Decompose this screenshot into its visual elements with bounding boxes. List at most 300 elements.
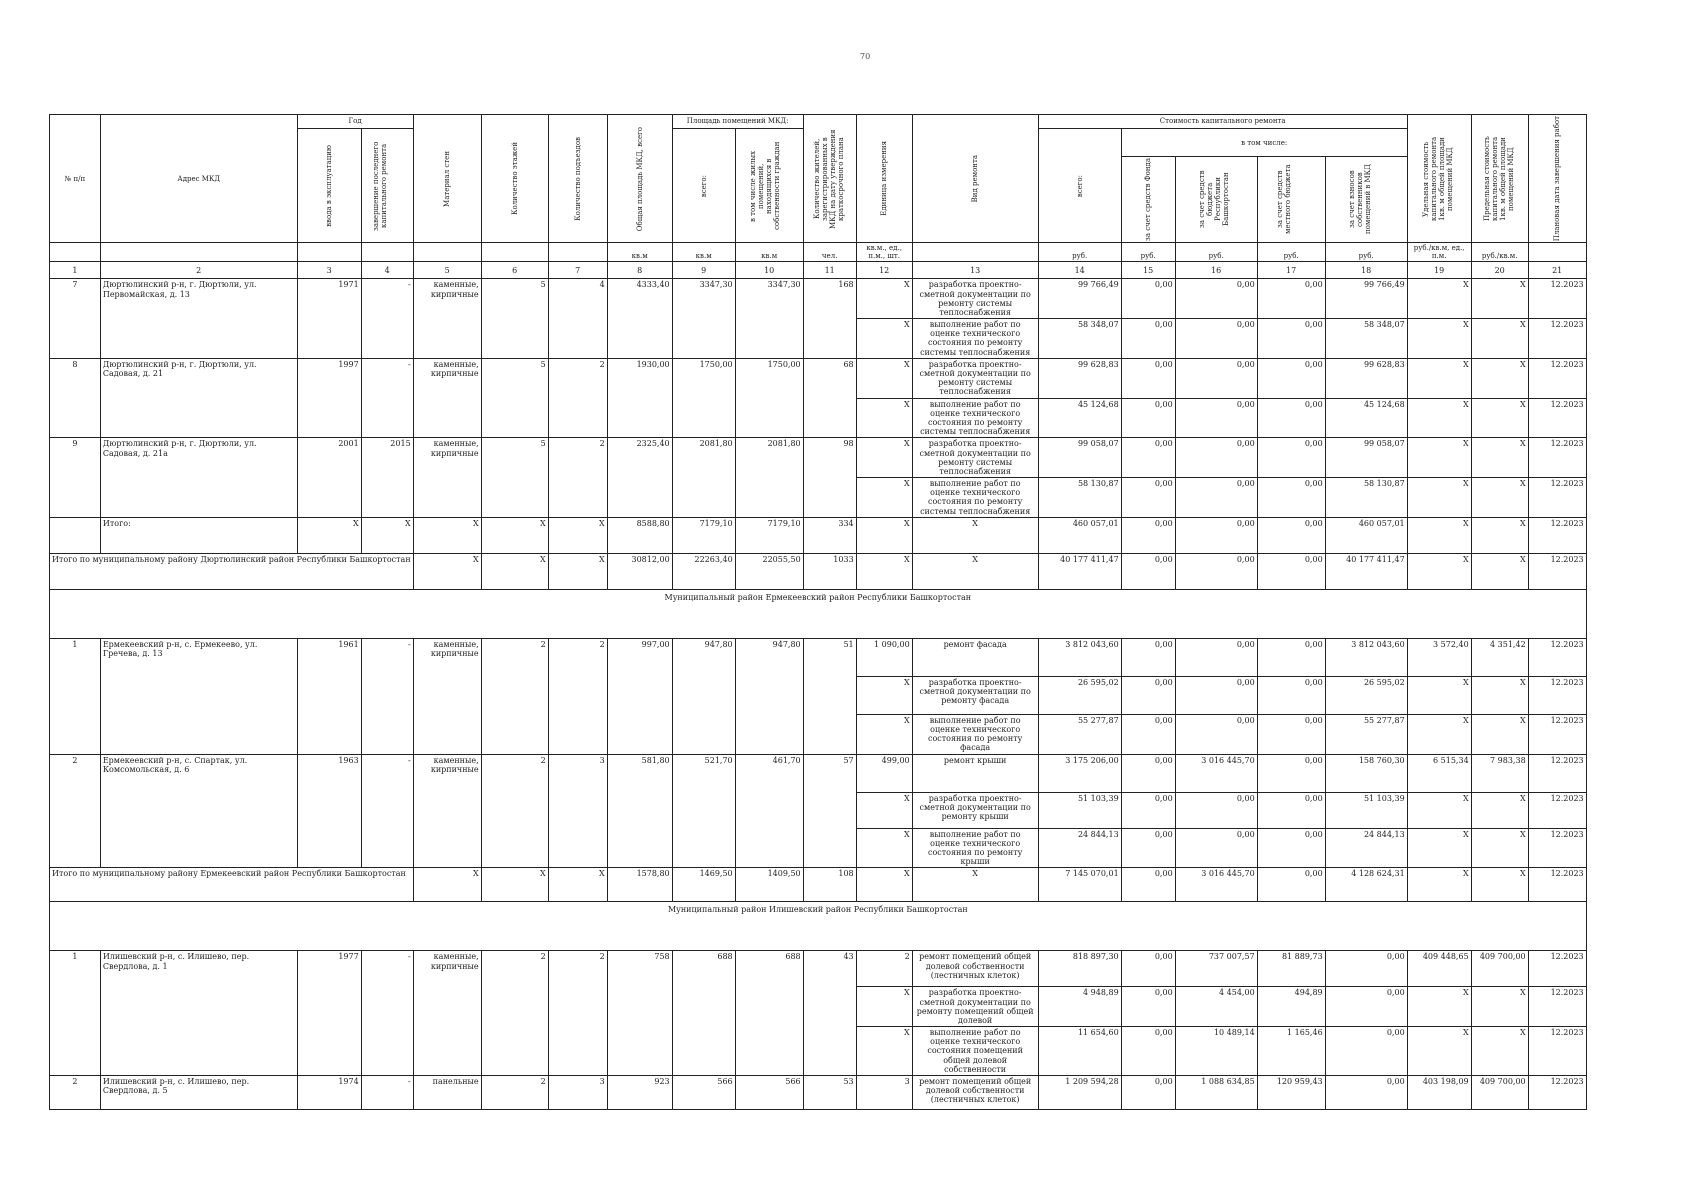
table-cell: 1 [50, 638, 101, 754]
table-cell: 4 454,00 [1175, 987, 1257, 1027]
table-cell: 12.2023 [1528, 792, 1586, 828]
table-cell: X [856, 517, 912, 553]
table-cell: Дюртюлинский р-н, г. Дюртюли, ул. Садовая, д. 21а [100, 438, 297, 518]
table-cell: X [481, 517, 548, 553]
table-cell: разработка проектно-сметной документации по ремонту системы теплоснабжения [912, 438, 1038, 478]
table-cell: 3 016 445,70 [1175, 754, 1257, 792]
table-row [50, 638, 1587, 676]
table-cell: X [548, 553, 607, 589]
table-cell: X [856, 478, 912, 518]
table-cell: Илишевский р-н, с. Илишево, пер. Свердлова, д. 1 [100, 951, 297, 1076]
table-cell: 494,89 [1257, 987, 1325, 1027]
table-cell: 24 844,13 [1038, 828, 1121, 868]
table-cell: 1 088 634,85 [1175, 1076, 1257, 1110]
table-cell: 0,00 [1325, 1076, 1407, 1110]
header-wall-material: Материал стен [413, 115, 481, 243]
table-cell: 24 844,13 [1325, 828, 1407, 868]
table-cell: 12.2023 [1528, 868, 1586, 902]
table-cell [548, 243, 607, 262]
table-cell: X [1407, 319, 1471, 359]
table-cell: 0,00 [1325, 987, 1407, 1027]
table-cell: 0,00 [1257, 438, 1325, 478]
table-cell: 7179,10 [735, 517, 803, 553]
table-cell: 12.2023 [1528, 319, 1586, 359]
table-cell: Итого по муниципальному району Дюртюлинский район Республики Башкортостан [50, 553, 414, 589]
table-cell: X [856, 676, 912, 714]
table-cell: каменные, кирпичные [413, 951, 481, 1076]
column-number-16: 16 [1175, 262, 1257, 279]
table-cell: 4 128 624,31 [1325, 868, 1407, 902]
column-number-6: 6 [481, 262, 548, 279]
table-cell: 99 628,83 [1325, 358, 1407, 398]
table-cell: 0,00 [1121, 828, 1175, 868]
table-cell: 0,00 [1175, 638, 1257, 676]
unit-9: кв.м [672, 243, 735, 262]
table-cell: 0,00 [1257, 676, 1325, 714]
table-cell: 0,00 [1175, 358, 1257, 398]
table-cell: 688 [735, 951, 803, 1076]
table-cell: 2 [481, 638, 548, 754]
table-cell: 5 [481, 438, 548, 518]
table-cell: 923 [607, 1076, 672, 1110]
table-cell: X [856, 1027, 912, 1076]
table-cell: 0,00 [1121, 792, 1175, 828]
table-cell: 1750,00 [672, 358, 735, 438]
table-cell: 409 700,00 [1471, 951, 1528, 987]
table-cell: разработка проектно-сметной документации по ремонту крыши [912, 792, 1038, 828]
table-cell: 0,00 [1121, 676, 1175, 714]
table-cell: 0,00 [1257, 478, 1325, 518]
table-cell: X [1407, 1027, 1471, 1076]
table-cell: 0,00 [1121, 438, 1175, 478]
table-cell: 58 130,87 [1325, 478, 1407, 518]
table-cell: 2 [548, 951, 607, 1076]
table-cell: 108 [803, 868, 856, 902]
table-cell: Ермекеевский р-н, с. Спартак, ул. Комсомольская, д. 6 [100, 754, 297, 868]
table-cell: X [548, 868, 607, 902]
table-cell: X [548, 517, 607, 553]
table-cell: 947,80 [672, 638, 735, 754]
table-cell: 0,00 [1121, 358, 1175, 398]
unit-14: руб. [1038, 243, 1121, 262]
header-entrances: Количество подъездов [548, 115, 607, 243]
table-cell: Итого по муниципальному району Ермекеевский район Республики Башкортостан [50, 868, 414, 902]
table-cell: 0,00 [1121, 1076, 1175, 1110]
table-cell: X [1471, 553, 1528, 589]
column-number-5: 5 [413, 262, 481, 279]
table-cell: X [1407, 828, 1471, 868]
table-cell: 0,00 [1175, 438, 1257, 478]
table-cell: X [481, 553, 548, 589]
table-cell: X [1407, 987, 1471, 1027]
table-cell: 55 277,87 [1038, 714, 1121, 754]
table-cell: X [413, 553, 481, 589]
table-cell: 7 983,38 [1471, 754, 1528, 792]
table-cell: 12.2023 [1528, 358, 1586, 398]
table-cell: 0,00 [1175, 279, 1257, 319]
column-number-8: 8 [607, 262, 672, 279]
header-last-repair: завершение последнего капитального ремонта [361, 129, 413, 243]
subtotal-row [50, 517, 1587, 553]
column-number-14: 14 [1038, 262, 1121, 279]
table-cell: X [1407, 478, 1471, 518]
table-cell [413, 243, 481, 262]
table-cell: 4 [548, 279, 607, 359]
table-cell: 0,00 [1257, 319, 1325, 359]
header-year-group: Год [297, 115, 413, 129]
table-cell: X [1471, 398, 1528, 438]
column-numbers-row [50, 262, 1587, 279]
table-cell: 3 [856, 1076, 912, 1110]
table-cell: 409 448,65 [1407, 951, 1471, 987]
table-cell: 566 [672, 1076, 735, 1110]
table-cell: 499,00 [856, 754, 912, 792]
table-cell: 0,00 [1121, 553, 1175, 589]
header-floors: Количество этажей [481, 115, 548, 243]
table-cell: 581,80 [607, 754, 672, 868]
table-cell [912, 243, 1038, 262]
table-cell: X [1407, 398, 1471, 438]
table-cell: 3 812 043,60 [1038, 638, 1121, 676]
table-cell: 737 007,57 [1175, 951, 1257, 987]
column-number-15: 15 [1121, 262, 1175, 279]
column-number-1: 1 [50, 262, 101, 279]
table-cell: X [1471, 279, 1528, 319]
table-cell: 22055,50 [735, 553, 803, 589]
table-cell: 12.2023 [1528, 754, 1586, 792]
table-cell: 12.2023 [1528, 987, 1586, 1027]
table-cell: 8 [50, 358, 101, 438]
table-cell: 58 348,07 [1325, 319, 1407, 359]
table-cell: 1 165,46 [1257, 1027, 1325, 1076]
table-cell: 4333,40 [607, 279, 672, 359]
capital-repair-table [49, 114, 1587, 1110]
table-cell: выполнение работ по оценке технического состояния по ремонту системы теплоснабжения [912, 319, 1038, 359]
table-cell: - [361, 754, 413, 868]
table-cell: 1974 [297, 1076, 361, 1110]
table-cell: 0,00 [1257, 279, 1325, 319]
table-cell [50, 243, 101, 262]
table-cell: X [1407, 676, 1471, 714]
table-cell [50, 517, 101, 553]
header-planned-date: Плановая дата завершения работ [1528, 115, 1586, 243]
table-cell: 51 103,39 [1325, 792, 1407, 828]
table-cell: 0,00 [1257, 398, 1325, 438]
header-unit-cost: Удельная стоимость капитального ремонта 1кв. м общей площади помещений МКД [1407, 115, 1471, 243]
table-cell: 7179,10 [672, 517, 735, 553]
table-cell: 0,00 [1121, 398, 1175, 438]
table-cell: 99 628,83 [1038, 358, 1121, 398]
table-cell: 758 [607, 951, 672, 1076]
table-cell: 2 [50, 754, 101, 868]
table-cell: X [1471, 828, 1528, 868]
table-cell: 1033 [803, 553, 856, 589]
table-row [50, 951, 1587, 987]
header-repair-cost: Стоимость капитального ремонта [1038, 115, 1407, 129]
table-cell: - [361, 279, 413, 359]
table-cell: 1961 [297, 638, 361, 754]
unit-20: руб./кв.м. [1471, 243, 1528, 262]
table-cell: 12.2023 [1528, 478, 1586, 518]
table-cell: 12.2023 [1528, 828, 1586, 868]
column-number-10: 10 [735, 262, 803, 279]
table-cell: 4 948,89 [1038, 987, 1121, 1027]
table-cell: 460 057,01 [1038, 517, 1121, 553]
table-cell: 0,00 [1121, 951, 1175, 987]
header-total-area: Общая площадь МКД, всего [607, 115, 672, 243]
table-cell: 1409,50 [735, 868, 803, 902]
section-header-row [50, 589, 1587, 638]
table-cell: 521,70 [672, 754, 735, 868]
table-cell: X [856, 358, 912, 398]
table-cell: X [1407, 517, 1471, 553]
table-cell: 2 [548, 358, 607, 438]
table-cell: 7 145 070,01 [1038, 868, 1121, 902]
table-cell: 30812,00 [607, 553, 672, 589]
header-area-all: всего: [672, 129, 735, 243]
table-cell: 818 897,30 [1038, 951, 1121, 987]
table-cell: X [1407, 279, 1471, 319]
table-cell: 1977 [297, 951, 361, 1076]
table-cell: 4 351,42 [1471, 638, 1528, 676]
table-cell: 45 124,68 [1325, 398, 1407, 438]
table-cell: X [1471, 987, 1528, 1027]
table-cell: 0,00 [1121, 868, 1175, 902]
table-cell: 1930,00 [607, 358, 672, 438]
table-cell: 0,00 [1257, 638, 1325, 676]
table-cell: 1469,50 [672, 868, 735, 902]
unit-19: руб./кв.м, ед., п.м. [1407, 243, 1471, 262]
column-number-19: 19 [1407, 262, 1471, 279]
table-cell: 2 [548, 438, 607, 518]
header-repair-type: Вид ремонта [912, 115, 1038, 243]
table-cell: 2 [481, 951, 548, 1076]
table-cell: 51 103,39 [1038, 792, 1121, 828]
table-cell: 99 766,49 [1325, 279, 1407, 319]
table-cell: 53 [803, 1076, 856, 1110]
table-cell: разработка проектно-сметной документации по ремонту системы теплоснабжения [912, 279, 1038, 319]
unit-15: руб. [1121, 243, 1175, 262]
column-number-11: 11 [803, 262, 856, 279]
table-cell: 1 209 594,28 [1038, 1076, 1121, 1110]
header-commissioning: ввода в эксплуатацию [297, 129, 361, 243]
table-cell: 0,00 [1257, 828, 1325, 868]
table-cell: ремонт помещений общей долевой собственности (лестничных клеток) [912, 951, 1038, 987]
table-cell: 11 654,60 [1038, 1027, 1121, 1076]
table-cell: 0,00 [1257, 754, 1325, 792]
table-cell: X [1471, 517, 1528, 553]
table-cell: 120 959,43 [1257, 1076, 1325, 1110]
table-cell: Итого: [100, 517, 297, 553]
table-cell [361, 243, 413, 262]
table-cell: выполнение работ по оценке технического состояния по ремонту системы теплоснабжения [912, 398, 1038, 438]
table-cell: X [856, 319, 912, 359]
table-cell: 158 760,30 [1325, 754, 1407, 792]
table-cell: 0,00 [1257, 714, 1325, 754]
table-cell: - [361, 358, 413, 438]
table-cell: X [1407, 438, 1471, 478]
table-cell: 2 [50, 1076, 101, 1110]
table-cell: X [1471, 319, 1528, 359]
table-cell: X [912, 517, 1038, 553]
table-cell: 0,00 [1121, 319, 1175, 359]
header-rb-budget: за счет средств бюджета Республики Башкортостан [1175, 157, 1257, 243]
table-cell: 22263,40 [672, 553, 735, 589]
table-cell: 0,00 [1121, 279, 1175, 319]
header-fund: за счет средств Фонда [1121, 157, 1175, 243]
header-owners: за счет взносов собственников помещений в МКД [1325, 157, 1407, 243]
section-header-row [50, 902, 1587, 951]
table-cell: X [856, 398, 912, 438]
district-total-row [50, 553, 1587, 589]
table-cell: X [413, 868, 481, 902]
table-row [50, 1076, 1587, 1110]
table-cell: 0,00 [1325, 951, 1407, 987]
table-cell: X [1471, 438, 1528, 478]
table-cell: 12.2023 [1528, 638, 1586, 676]
unit-18: руб. [1325, 243, 1407, 262]
table-cell: 58 348,07 [1038, 319, 1121, 359]
column-number-13: 13 [912, 262, 1038, 279]
table-cell: 997,00 [607, 638, 672, 754]
table-cell: 99 058,07 [1325, 438, 1407, 478]
page-number: 70 [860, 52, 871, 61]
table-cell: выполнение работ по оценке технического состояния по ремонту фасада [912, 714, 1038, 754]
table-cell: 0,00 [1175, 676, 1257, 714]
table-cell: 3 016 445,70 [1175, 868, 1257, 902]
table-cell: 12.2023 [1528, 676, 1586, 714]
table-cell: 0,00 [1121, 638, 1175, 676]
table-cell: каменные, кирпичные [413, 754, 481, 868]
table-cell: 12.2023 [1528, 1076, 1586, 1110]
table-cell: 0,00 [1175, 398, 1257, 438]
table-row [50, 438, 1587, 478]
table-cell: 98 [803, 438, 856, 518]
table-cell: 58 130,87 [1038, 478, 1121, 518]
table-row [50, 358, 1587, 398]
table-cell: каменные, кирпичные [413, 438, 481, 518]
table-cell: 947,80 [735, 638, 803, 754]
table-cell: ремонт крыши [912, 754, 1038, 792]
table-cell: 409 700,00 [1471, 1076, 1528, 1110]
table-cell: каменные, кирпичные [413, 638, 481, 754]
table-cell: 0,00 [1121, 517, 1175, 553]
table-cell: - [361, 1076, 413, 1110]
table-cell: 43 [803, 951, 856, 1076]
table-cell: X [297, 517, 361, 553]
table-cell: X [856, 438, 912, 478]
table-cell: 3 812 043,60 [1325, 638, 1407, 676]
table-cell: 6 515,34 [1407, 754, 1471, 792]
table-cell: 403 198,09 [1407, 1076, 1471, 1110]
table-cell: 40 177 411,47 [1325, 553, 1407, 589]
table-cell: 51 [803, 638, 856, 754]
column-number-20: 20 [1471, 262, 1528, 279]
table-cell [1528, 243, 1586, 262]
table-cell: выполнение работ по оценке технического состояния помещений общей долевой собственности [912, 1027, 1038, 1076]
table-cell: X [1407, 792, 1471, 828]
table-cell: 460 057,01 [1325, 517, 1407, 553]
table-cell: 0,00 [1175, 319, 1257, 359]
table-cell: 2 [548, 638, 607, 754]
table-cell: ремонт фасада [912, 638, 1038, 676]
table-cell: X [856, 828, 912, 868]
table-cell: 8588,80 [607, 517, 672, 553]
table-cell: 2 [481, 1076, 548, 1110]
table-cell: 1997 [297, 358, 361, 438]
table-row [50, 279, 1587, 319]
table-cell: 0,00 [1257, 517, 1325, 553]
table-cell [297, 243, 361, 262]
table-cell: разработка проектно-сметной документации по ремонту фасада [912, 676, 1038, 714]
table-cell: 2001 [297, 438, 361, 518]
unit-12: кв.м., ед., п.м., шт. [856, 243, 912, 262]
header-residents: Количество жителей, зарегистрированных в МКД на дату утверждения краткосрочного плана [803, 115, 856, 243]
table-cell: 3 [548, 1076, 607, 1110]
unit-16: руб. [1175, 243, 1257, 262]
table-cell: 1971 [297, 279, 361, 359]
table-cell: 2015 [361, 438, 413, 518]
table-cell: Дюртюлинский р-н, г. Дюртюли, ул. Первомайская, д. 13 [100, 279, 297, 359]
table-cell: X [856, 279, 912, 319]
table-cell: 3347,30 [672, 279, 735, 359]
table-cell: 0,00 [1257, 868, 1325, 902]
header-incl: в том числе: [1121, 129, 1407, 157]
unit-11: чел. [803, 243, 856, 262]
table-cell: - [361, 951, 413, 1076]
table-cell: X [912, 553, 1038, 589]
header-area-residential: в том числе жилых помещений, находящихся в собственности граждан [735, 129, 803, 243]
table-cell: - [361, 638, 413, 754]
header-premises-area: Площадь помещений МКД: [672, 115, 803, 129]
table-cell: 26 595,02 [1038, 676, 1121, 714]
table-cell: 12.2023 [1528, 553, 1586, 589]
table-cell: 99 058,07 [1038, 438, 1121, 478]
table-cell: 3 572,40 [1407, 638, 1471, 676]
unit-8: кв.м [607, 243, 672, 262]
table-cell [100, 243, 297, 262]
table-cell: каменные, кирпичные [413, 358, 481, 438]
table-cell: X [856, 987, 912, 1027]
table-cell: X [1407, 358, 1471, 398]
table-cell: 0,00 [1121, 1027, 1175, 1076]
table-cell: Дюртюлинский р-н, г. Дюртюли, ул. Садовая, д. 21 [100, 358, 297, 438]
table-cell: 2081,80 [735, 438, 803, 518]
table-cell: 0,00 [1121, 478, 1175, 518]
table-cell: каменные, кирпичные [413, 279, 481, 359]
table-cell: 168 [803, 279, 856, 359]
column-number-4: 4 [361, 262, 413, 279]
table-cell: 5 [481, 358, 548, 438]
column-number-18: 18 [1325, 262, 1407, 279]
header-local-budget: за счет средств местного бюджета [1257, 157, 1325, 243]
table-cell: 68 [803, 358, 856, 438]
table-cell: 334 [803, 517, 856, 553]
table-cell: X [856, 553, 912, 589]
table-cell: X [856, 868, 912, 902]
table-cell: X [1407, 868, 1471, 902]
table-cell: 0,00 [1175, 517, 1257, 553]
table-cell: X [1471, 1027, 1528, 1076]
column-number-17: 17 [1257, 262, 1325, 279]
table-cell: 26 595,02 [1325, 676, 1407, 714]
column-number-21: 21 [1528, 262, 1586, 279]
table-cell: 12.2023 [1528, 517, 1586, 553]
table-row [50, 754, 1587, 792]
table-cell: 3347,30 [735, 279, 803, 359]
header-num: № п/п [50, 115, 101, 243]
table-cell: X [1471, 358, 1528, 398]
